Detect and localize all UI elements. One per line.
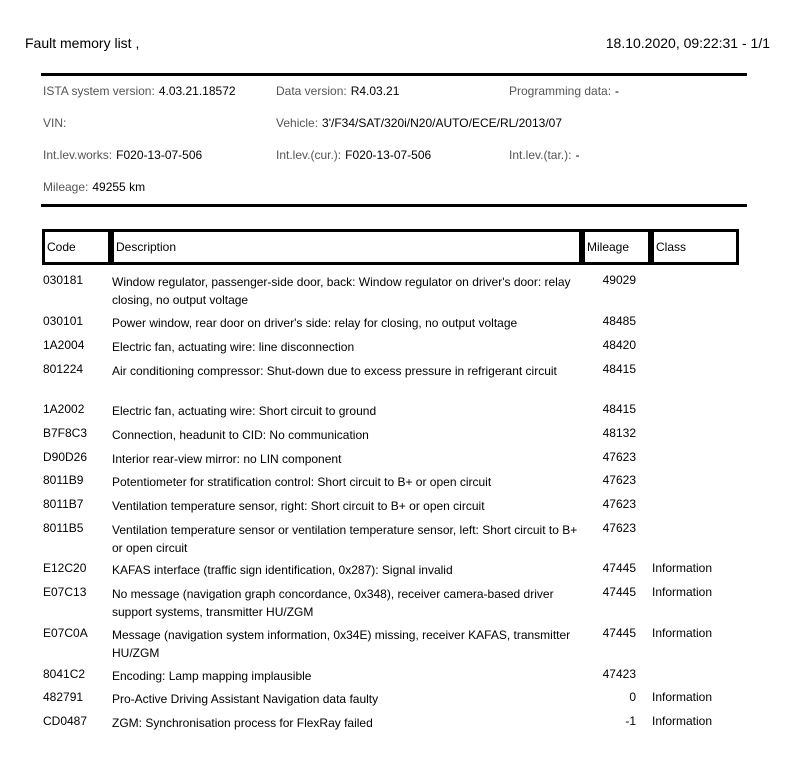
cell-mileage: 48415 [602,362,636,376]
cell-description: Ventilation temperature sensor, right: Short circuit to B+ or open circuit [112,499,485,513]
cell-mileage: 47623 [602,450,636,464]
ista-version [43,84,236,98]
cell-mileage: 47423 [602,667,636,681]
prog-label: Programming data: [509,84,612,98]
int-lev-works [43,148,202,162]
cell-code: 030181 [43,273,84,287]
vehicle-value: 3'/F34/SAT/320i/N20/AUTO/ECE/RL/2013/07 [322,116,563,130]
mileage-label: Mileage: [43,180,89,194]
cell-mileage: 47445 [602,626,636,640]
page-title: Fault memory list , [25,35,140,51]
cell-code: 801224 [43,362,84,376]
cell-description: No message (navigation graph concordance, 0x348), receiver camera-based driver support systems, transmitter HU/ZGM [112,587,554,619]
cell-class: Information [652,626,713,640]
cell-code: 8011B9 [43,473,84,487]
data-version [276,84,399,98]
cell-mileage: 48132 [602,426,636,440]
prog-value: - [615,84,620,98]
cell-mileage: -1 [625,714,636,728]
cell-code: 1A2004 [43,338,85,352]
programming-data [509,84,619,98]
vehicle-label: Vehicle: [276,116,319,130]
works-value: F020-13-07-506 [116,148,203,162]
cell-code: E12C20 [43,561,87,575]
cell-class: Information [652,585,713,599]
timestamp-page: 18.10.2020, 09:22:31 - 1/1 [605,35,770,51]
cell-mileage: 47623 [602,473,636,487]
works-label: Int.lev.works: [43,148,113,162]
cell-description: KAFAS interface (traffic sign identification, 0x287): Signal invalid [112,563,453,577]
cell-description: Encoding: Lamp mapping implausible [112,669,312,683]
cell-description: ZGM: Synchronisation process for FlexRay failed [112,716,373,730]
top-divider [41,73,747,76]
int-lev-tar [509,148,579,162]
cell-description: Power window, rear door on driver's side: relay for closing, no output voltage [112,316,518,330]
cell-mileage: 0 [629,690,636,704]
cell-description: Electric fan, actuating wire: line disconnection [112,340,355,354]
cell-code: 1A2002 [43,402,85,416]
cell-class: Information [652,690,713,704]
int-lev-cur [276,148,431,162]
cell-mileage: 47445 [602,585,636,599]
cell-code: 8011B5 [43,521,84,535]
cell-mileage: 49029 [602,273,636,287]
vin [43,116,70,130]
cell-description: Potentiometer for stratification control: Short circuit to B+ or open circuit [112,475,492,489]
cell-mileage: 47623 [602,497,636,511]
cell-class: Information [652,561,713,575]
cell-description: Air conditioning compressor: Shut-down due to excess pressure in refrigerant circuit [112,364,557,378]
cell-description: Ventilation temperature sensor or ventilation temperature sensor, left: Short circuit to B+ or open circuit [112,523,578,555]
cell-mileage: 47445 [602,561,636,575]
cell-code: 8041C2 [43,667,86,681]
mileage [43,180,145,194]
header-description: Description [111,229,582,265]
bottom-divider [41,204,747,207]
cell-code: 482791 [43,690,84,704]
cell-description: Interior rear-view mirror: no LIN component [112,452,342,466]
cell-code: D90D26 [43,450,88,464]
ista-label: ISTA system version: [43,84,155,98]
cell-description: Pro-Active Driving Assistant Navigation data faulty [112,692,379,706]
cell-code: E07C0A [43,626,88,640]
tar-value: - [575,148,580,162]
cur-value: F020-13-07-506 [345,148,432,162]
vin-label: VIN: [43,116,67,130]
cur-label: Int.lev.(cur.): [276,148,342,162]
cell-code: 8011B7 [43,497,84,511]
cell-code: B7F8C3 [43,426,88,440]
cell-code: CD0487 [43,714,88,728]
mileage-value: 49255 km [92,180,146,194]
header-code: Code [42,229,111,265]
cell-code: E07C13 [43,585,87,599]
cell-description: Message (navigation system information, 0x34E) missing, receiver KAFAS, transmitter HU/ZGM [112,628,571,660]
cell-description: Electric fan, actuating wire: Short circuit to ground [112,404,377,418]
cell-mileage: 48485 [602,314,636,328]
data-value: R4.03.21 [350,84,400,98]
cell-class: Information [652,714,713,728]
cell-mileage: 47623 [602,521,636,535]
data-label: Data version: [276,84,347,98]
vehicle [276,116,562,130]
cell-mileage: 48415 [602,402,636,416]
header-class: Class [651,229,739,265]
header-mileage: Mileage [582,229,651,265]
cell-description: Connection, headunit to CID: No communication [112,428,369,442]
cell-mileage: 48420 [602,338,636,352]
tar-label: Int.lev.(tar.): [509,148,572,162]
ista-value: 4.03.21.18572 [158,84,236,98]
cell-code: 030101 [43,314,84,328]
cell-description: Window regulator, passenger-side door, back: Window regulator on driver's door: relay closing, no output voltage [112,275,571,307]
